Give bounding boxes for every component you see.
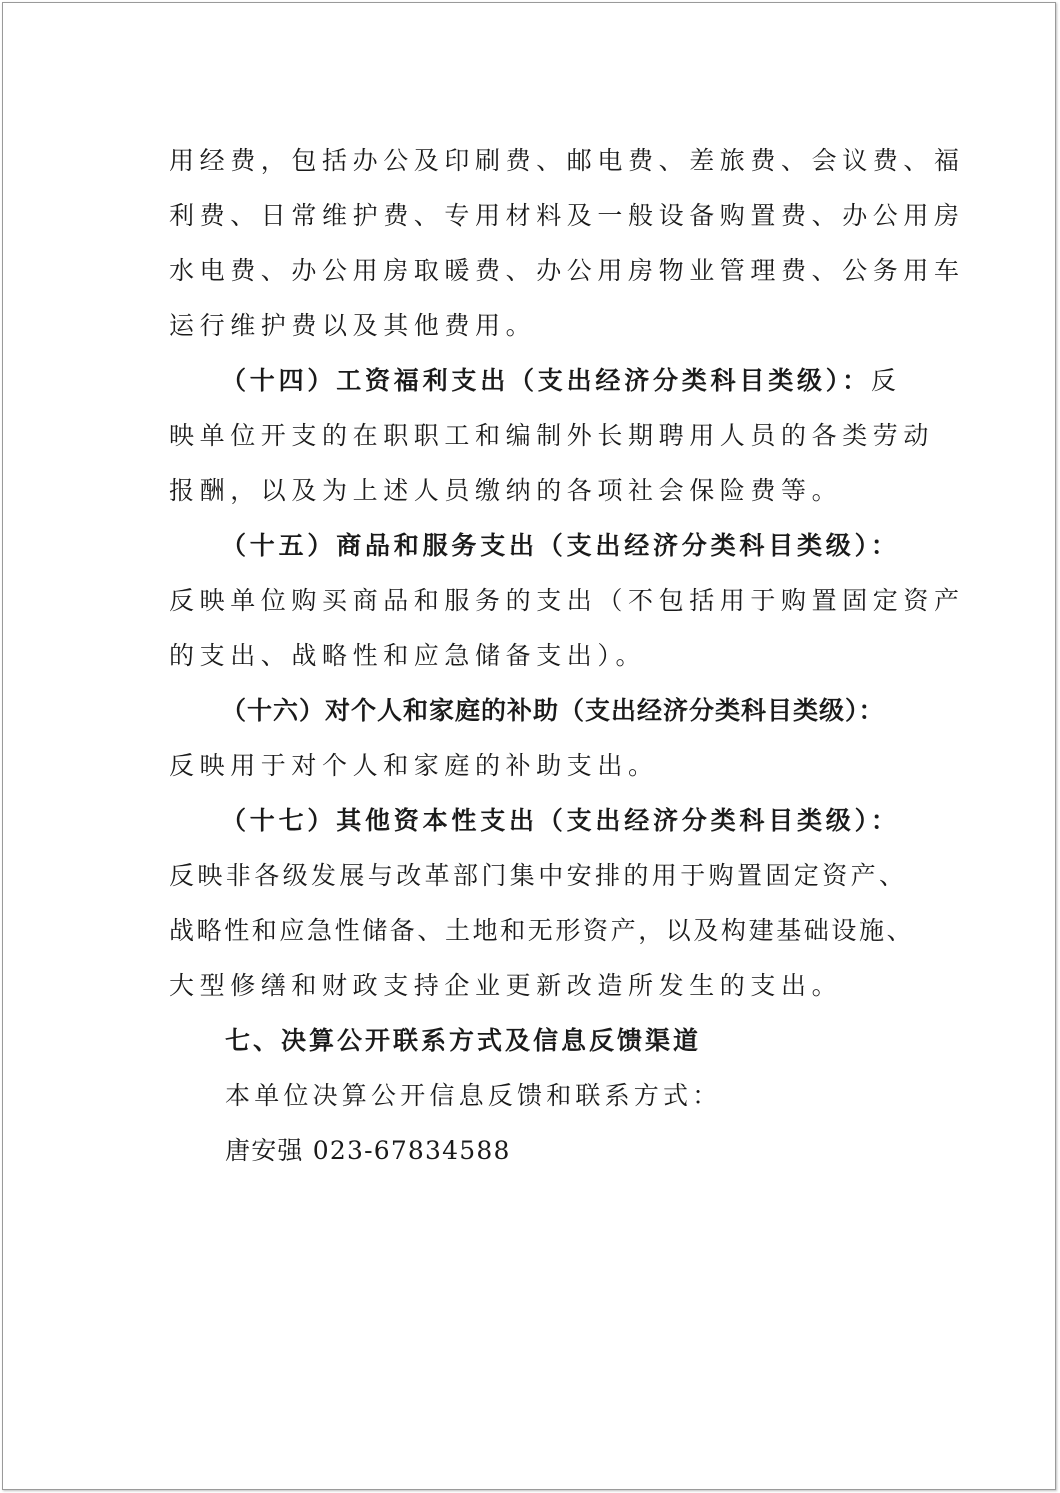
item14-title-line [221,366,900,396]
item15-line-3: 的支出、战略性和应急储备支出）。 [169,641,647,670]
item14-line-2: 映单位开支的在职职工和编制外长期聘用人员的各类劳动 [169,421,935,450]
section7-intro: 本单位决算公开信息反馈和联系方式： [225,1081,722,1110]
section7-contact: 唐安强 023-67834588 [225,1136,511,1165]
item17-line-2: 反映非各级发展与改革部门集中安排的用于购置固定资产、 [169,861,908,890]
item17-line-4: 大型修缮和财政支持企业更新改造所发生的支出。 [169,971,843,1000]
item15-line-2: 反映单位购买商品和服务的支出（不包括用于购置固定资产 [169,586,965,615]
para1-line-4: 运行维护费以及其他费用。 [169,311,537,340]
para1-line-3: 水电费、办公用房取暖费、办公用房物业管理费、公务用车 [169,256,965,285]
item17-title: （十七）其他资本性支出（支出经济分类科目类级）： [221,806,900,835]
para1-line-1: 用经费，包括办公及印刷费、邮电费、差旅费、会议费、福 [169,146,965,175]
item14-line-3: 报酬，以及为上述人员缴纳的各项社会保险费等。 [169,476,843,505]
document-page [2,2,1056,1490]
item14-line1-rest: 反 [870,366,900,395]
item15-title: （十五）商品和服务支出（支出经济分类科目类级）： [221,531,900,560]
item14-title: （十四）工资福利支出（支出经济分类科目类级）： [221,366,871,395]
item16-line-2: 反映用于对个人和家庭的补助支出。 [169,751,659,780]
section7-heading: 七、决算公开联系方式及信息反馈渠道 [225,1026,702,1055]
item16-title: （十六）对个人和家庭的补助（支出经济分类科目类级）： [221,696,885,725]
item17-line-3: 战略性和应急性储备、土地和无形资产，以及构建基础设施、 [169,916,915,945]
para1-line-2: 利费、日常维护费、专用材料及一般设备购置费、办公用房 [169,201,965,230]
